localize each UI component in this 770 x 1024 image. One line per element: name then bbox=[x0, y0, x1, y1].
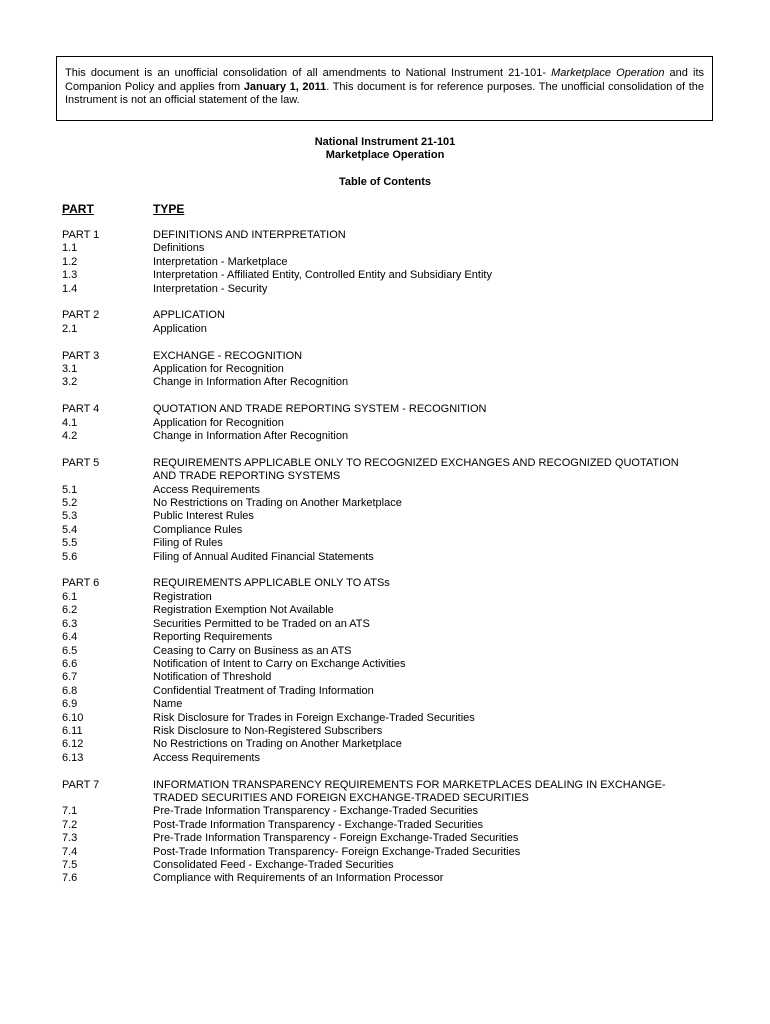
toc-part-heading-row bbox=[62, 577, 712, 590]
toc-section-number: 4.1 bbox=[62, 416, 78, 429]
toc-part-heading-row bbox=[62, 309, 712, 322]
toc-section-row bbox=[62, 725, 712, 738]
toc-section-number: 6.3 bbox=[62, 617, 78, 630]
toc-section-number: 6.11 bbox=[62, 724, 83, 737]
notice-text: and its Companion Policy and applies from bbox=[65, 67, 704, 93]
toc-part bbox=[62, 350, 712, 390]
toc-section-number: 6.9 bbox=[62, 698, 78, 711]
toc-section-row bbox=[62, 872, 712, 885]
part-column-header: PART bbox=[62, 202, 94, 216]
toc-section-row bbox=[62, 591, 712, 604]
toc-part bbox=[62, 309, 712, 336]
toc-section-row bbox=[62, 859, 712, 872]
type-column-header: TYPE bbox=[153, 202, 185, 216]
toc-section-title: Securities Permitted to be Traded on an ATS bbox=[153, 617, 370, 630]
toc-section-number: 7.5 bbox=[62, 859, 78, 871]
toc-section-title: Notification of Intent to Carry on Exchange Activities bbox=[153, 657, 406, 670]
toc-section-row bbox=[62, 604, 712, 617]
notice-effective-date: January 1, 2011 bbox=[243, 80, 327, 93]
toc-section-number: 7.3 bbox=[62, 832, 78, 845]
toc-section-title: Application for Recognition bbox=[153, 416, 284, 429]
toc-part bbox=[62, 779, 712, 886]
toc-section-number: 7.1 bbox=[62, 805, 78, 818]
toc-section-title: Confidential Treatment of Trading Information bbox=[153, 684, 374, 697]
toc-section-title: Application for Recognition bbox=[153, 363, 284, 376]
toc-section-row bbox=[62, 645, 712, 658]
toc-part-heading-row bbox=[62, 229, 712, 242]
toc-part bbox=[62, 457, 712, 564]
toc-section-title: Notification of Threshold bbox=[153, 671, 272, 684]
toc-parts bbox=[62, 229, 712, 886]
toc-section-number: 6.8 bbox=[62, 684, 78, 697]
toc-heading: Table of Contents bbox=[338, 176, 432, 188]
document-title bbox=[0, 136, 770, 163]
toc-section-title: Reporting Requirements bbox=[153, 631, 273, 644]
toc-part bbox=[62, 403, 712, 443]
toc-part-title: DEFINITIONS AND INTERPRETATION bbox=[153, 229, 346, 241]
toc-part bbox=[62, 577, 712, 765]
toc-section-number: 6.6 bbox=[62, 657, 78, 670]
toc-part-heading-row bbox=[62, 403, 712, 416]
toc-section-row bbox=[62, 658, 712, 671]
toc-section-row bbox=[62, 430, 712, 443]
notice-instrument-name: Marketplace Operation bbox=[551, 67, 665, 79]
toc-part-heading-row bbox=[62, 470, 712, 483]
toc-section-number: 6.10 bbox=[62, 711, 84, 724]
toc-section-row bbox=[62, 256, 712, 269]
toc-section-row bbox=[62, 752, 712, 765]
toc-section-number: 1.2 bbox=[62, 255, 78, 268]
toc-part bbox=[62, 229, 712, 296]
toc-section-title: Access Requirements bbox=[153, 483, 260, 496]
toc-section-row bbox=[62, 323, 712, 336]
toc-section-title: Registration Exemption Not Available bbox=[153, 604, 334, 617]
toc-section-number: 3.1 bbox=[62, 363, 78, 376]
toc-section-row bbox=[62, 283, 712, 296]
toc-part-label: PART 2 bbox=[62, 309, 100, 322]
toc-section-row bbox=[62, 242, 712, 255]
toc-section-number: 1.4 bbox=[62, 282, 78, 295]
toc-section-title: Application bbox=[153, 322, 207, 335]
toc-section-number: 7.4 bbox=[62, 845, 78, 858]
toc-part-title: INFORMATION TRANSPARENCY REQUIREMENTS FOR MARKETPLACES DEALING IN EXCHANGE- bbox=[153, 778, 666, 791]
toc-section-title: Ceasing to Carry on Business as an ATS bbox=[153, 644, 352, 657]
toc-section-number: 1.1 bbox=[62, 242, 78, 255]
toc-section-row bbox=[62, 819, 712, 832]
toc-part-label: PART 5 bbox=[62, 456, 100, 469]
toc-section-row bbox=[62, 671, 712, 684]
toc-section-number: 2.1 bbox=[62, 322, 78, 335]
toc-section-title: Filing of Rules bbox=[153, 537, 223, 550]
toc-section-number: 6.2 bbox=[62, 604, 78, 617]
toc-section-row bbox=[62, 631, 712, 644]
toc-section-title: Compliance Rules bbox=[153, 523, 243, 536]
toc-section-title: Risk Disclosure for Trades in Foreign Exchange-Traded Securities bbox=[153, 711, 475, 724]
toc-section-title: Pre-Trade Information Transparency - Foreign Exchange-Traded Securities bbox=[153, 832, 519, 845]
toc-section-title: Interpretation - Marketplace bbox=[153, 255, 288, 268]
toc-part-title: APPLICATION bbox=[153, 309, 225, 322]
instrument-number: National Instrument 21-101 bbox=[314, 136, 456, 148]
toc-section-title: Compliance with Requirements of an Information Processor bbox=[153, 872, 444, 885]
toc-section-row bbox=[62, 510, 712, 523]
toc-section-number: 6.13 bbox=[62, 751, 84, 764]
notice-text: This document is an unofficial consolidation of all amendments to National Instrument 21-101- bbox=[65, 67, 552, 79]
toc-section-title: Definitions bbox=[153, 242, 205, 255]
toc-section-title: Public Interest Rules bbox=[153, 510, 254, 523]
toc-section-title: Change in Information After Recognition bbox=[153, 430, 349, 443]
toc-section-title: Name bbox=[153, 698, 183, 711]
toc-part-title: QUOTATION AND TRADE REPORTING SYSTEM - RECOGNITION bbox=[153, 403, 487, 416]
toc-section-row bbox=[62, 551, 712, 564]
toc-section-title: Consolidated Feed - Exchange-Traded Securities bbox=[153, 859, 394, 871]
toc-section-number: 5.6 bbox=[62, 550, 78, 563]
toc-part-label: PART 7 bbox=[62, 778, 100, 791]
toc-section-row bbox=[62, 712, 712, 725]
toc-header-row bbox=[62, 202, 712, 217]
toc-section-number: 4.2 bbox=[62, 430, 78, 443]
toc-section-number: 6.4 bbox=[62, 631, 78, 644]
toc-section-title: Interpretation - Security bbox=[153, 282, 268, 295]
toc-section-title: Post-Trade Information Transparency- Foreign Exchange-Traded Securities bbox=[153, 845, 521, 858]
toc-section-number: 6.12 bbox=[62, 738, 84, 751]
toc-section-row bbox=[62, 698, 712, 711]
toc-part-label: PART 1 bbox=[62, 229, 100, 241]
toc-section-number: 5.5 bbox=[62, 537, 78, 550]
toc-section-number: 6.5 bbox=[62, 644, 78, 657]
toc-section-number: 7.6 bbox=[62, 872, 78, 885]
toc-section-number: 5.2 bbox=[62, 497, 78, 510]
instrument-name: Marketplace Operation bbox=[325, 149, 445, 162]
toc-part-title: EXCHANGE - RECOGNITION bbox=[153, 349, 303, 362]
toc-section-row bbox=[62, 363, 712, 376]
toc-part-label: PART 6 bbox=[62, 577, 100, 590]
toc-section-title: Pre-Trade Information Transparency - Exchange-Traded Securities bbox=[153, 805, 479, 818]
toc-part-label: PART 3 bbox=[62, 349, 100, 362]
toc-section-row bbox=[62, 376, 712, 389]
toc-part-heading-row bbox=[62, 792, 712, 805]
toc-part-label: PART 4 bbox=[62, 403, 100, 416]
toc-section-row bbox=[62, 618, 712, 631]
toc-part-heading-row bbox=[62, 779, 712, 792]
toc-section-number: 5.4 bbox=[62, 523, 78, 536]
toc-part-heading-row bbox=[62, 457, 712, 470]
unofficial-consolidation-notice bbox=[56, 56, 713, 121]
toc-section-row bbox=[62, 805, 712, 818]
toc-section-title: No Restrictions on Trading on Another Marketplace bbox=[153, 738, 402, 751]
toc-part-title: REQUIREMENTS APPLICABLE ONLY TO RECOGNIZED EXCHANGES AND RECOGNIZED QUOTATION bbox=[153, 456, 679, 469]
toc-section-row bbox=[62, 846, 712, 859]
toc-section-row bbox=[62, 417, 712, 430]
toc-section-number: 5.1 bbox=[62, 483, 78, 496]
toc-section-title: Access Requirements bbox=[153, 751, 260, 764]
toc-section-title: Interpretation - Affiliated Entity, Controlled Entity and Subsidiary Entity bbox=[153, 269, 492, 282]
toc-section-row bbox=[62, 537, 712, 550]
toc-section-title: Post-Trade Information Transparency - Exchange-Traded Securities bbox=[153, 818, 483, 831]
toc-section-title: Change in Information After Recognition bbox=[153, 376, 349, 389]
toc-section-title: Filing of Annual Audited Financial Statements bbox=[153, 550, 374, 563]
toc-section-number: 3.2 bbox=[62, 376, 78, 389]
toc-section-row bbox=[62, 497, 712, 510]
toc-section-number: 7.2 bbox=[62, 818, 78, 831]
toc-part-title: TRADED SECURITIES AND FOREIGN EXCHANGE-TRADED SECURITIES bbox=[153, 791, 529, 804]
notice-text: . This document is for reference purposes. The unofficial consolidation of the Instrument is not an official statement of the law. bbox=[65, 80, 704, 107]
toc-section-title: Risk Disclosure to Non-Registered Subscribers bbox=[153, 724, 383, 737]
toc-section-row bbox=[62, 524, 712, 537]
table-of-contents bbox=[62, 202, 712, 899]
toc-section-row bbox=[62, 484, 712, 497]
toc-part-title: REQUIREMENTS APPLICABLE ONLY TO ATSs bbox=[153, 577, 390, 590]
toc-section-row bbox=[62, 269, 712, 282]
toc-section-title: Registration bbox=[153, 590, 212, 603]
toc-section-row bbox=[62, 685, 712, 698]
toc-part-title: AND TRADE REPORTING SYSTEMS bbox=[153, 470, 341, 483]
toc-part-heading-row bbox=[62, 350, 712, 363]
toc-section-number: 6.7 bbox=[62, 671, 78, 684]
toc-section-number: 5.3 bbox=[62, 510, 78, 523]
toc-section-number: 6.1 bbox=[62, 590, 78, 603]
toc-section-number: 1.3 bbox=[62, 269, 78, 282]
toc-section-row bbox=[62, 738, 712, 751]
toc-section-title: No Restrictions on Trading on Another Marketplace bbox=[153, 497, 402, 510]
toc-section-row bbox=[62, 832, 712, 845]
